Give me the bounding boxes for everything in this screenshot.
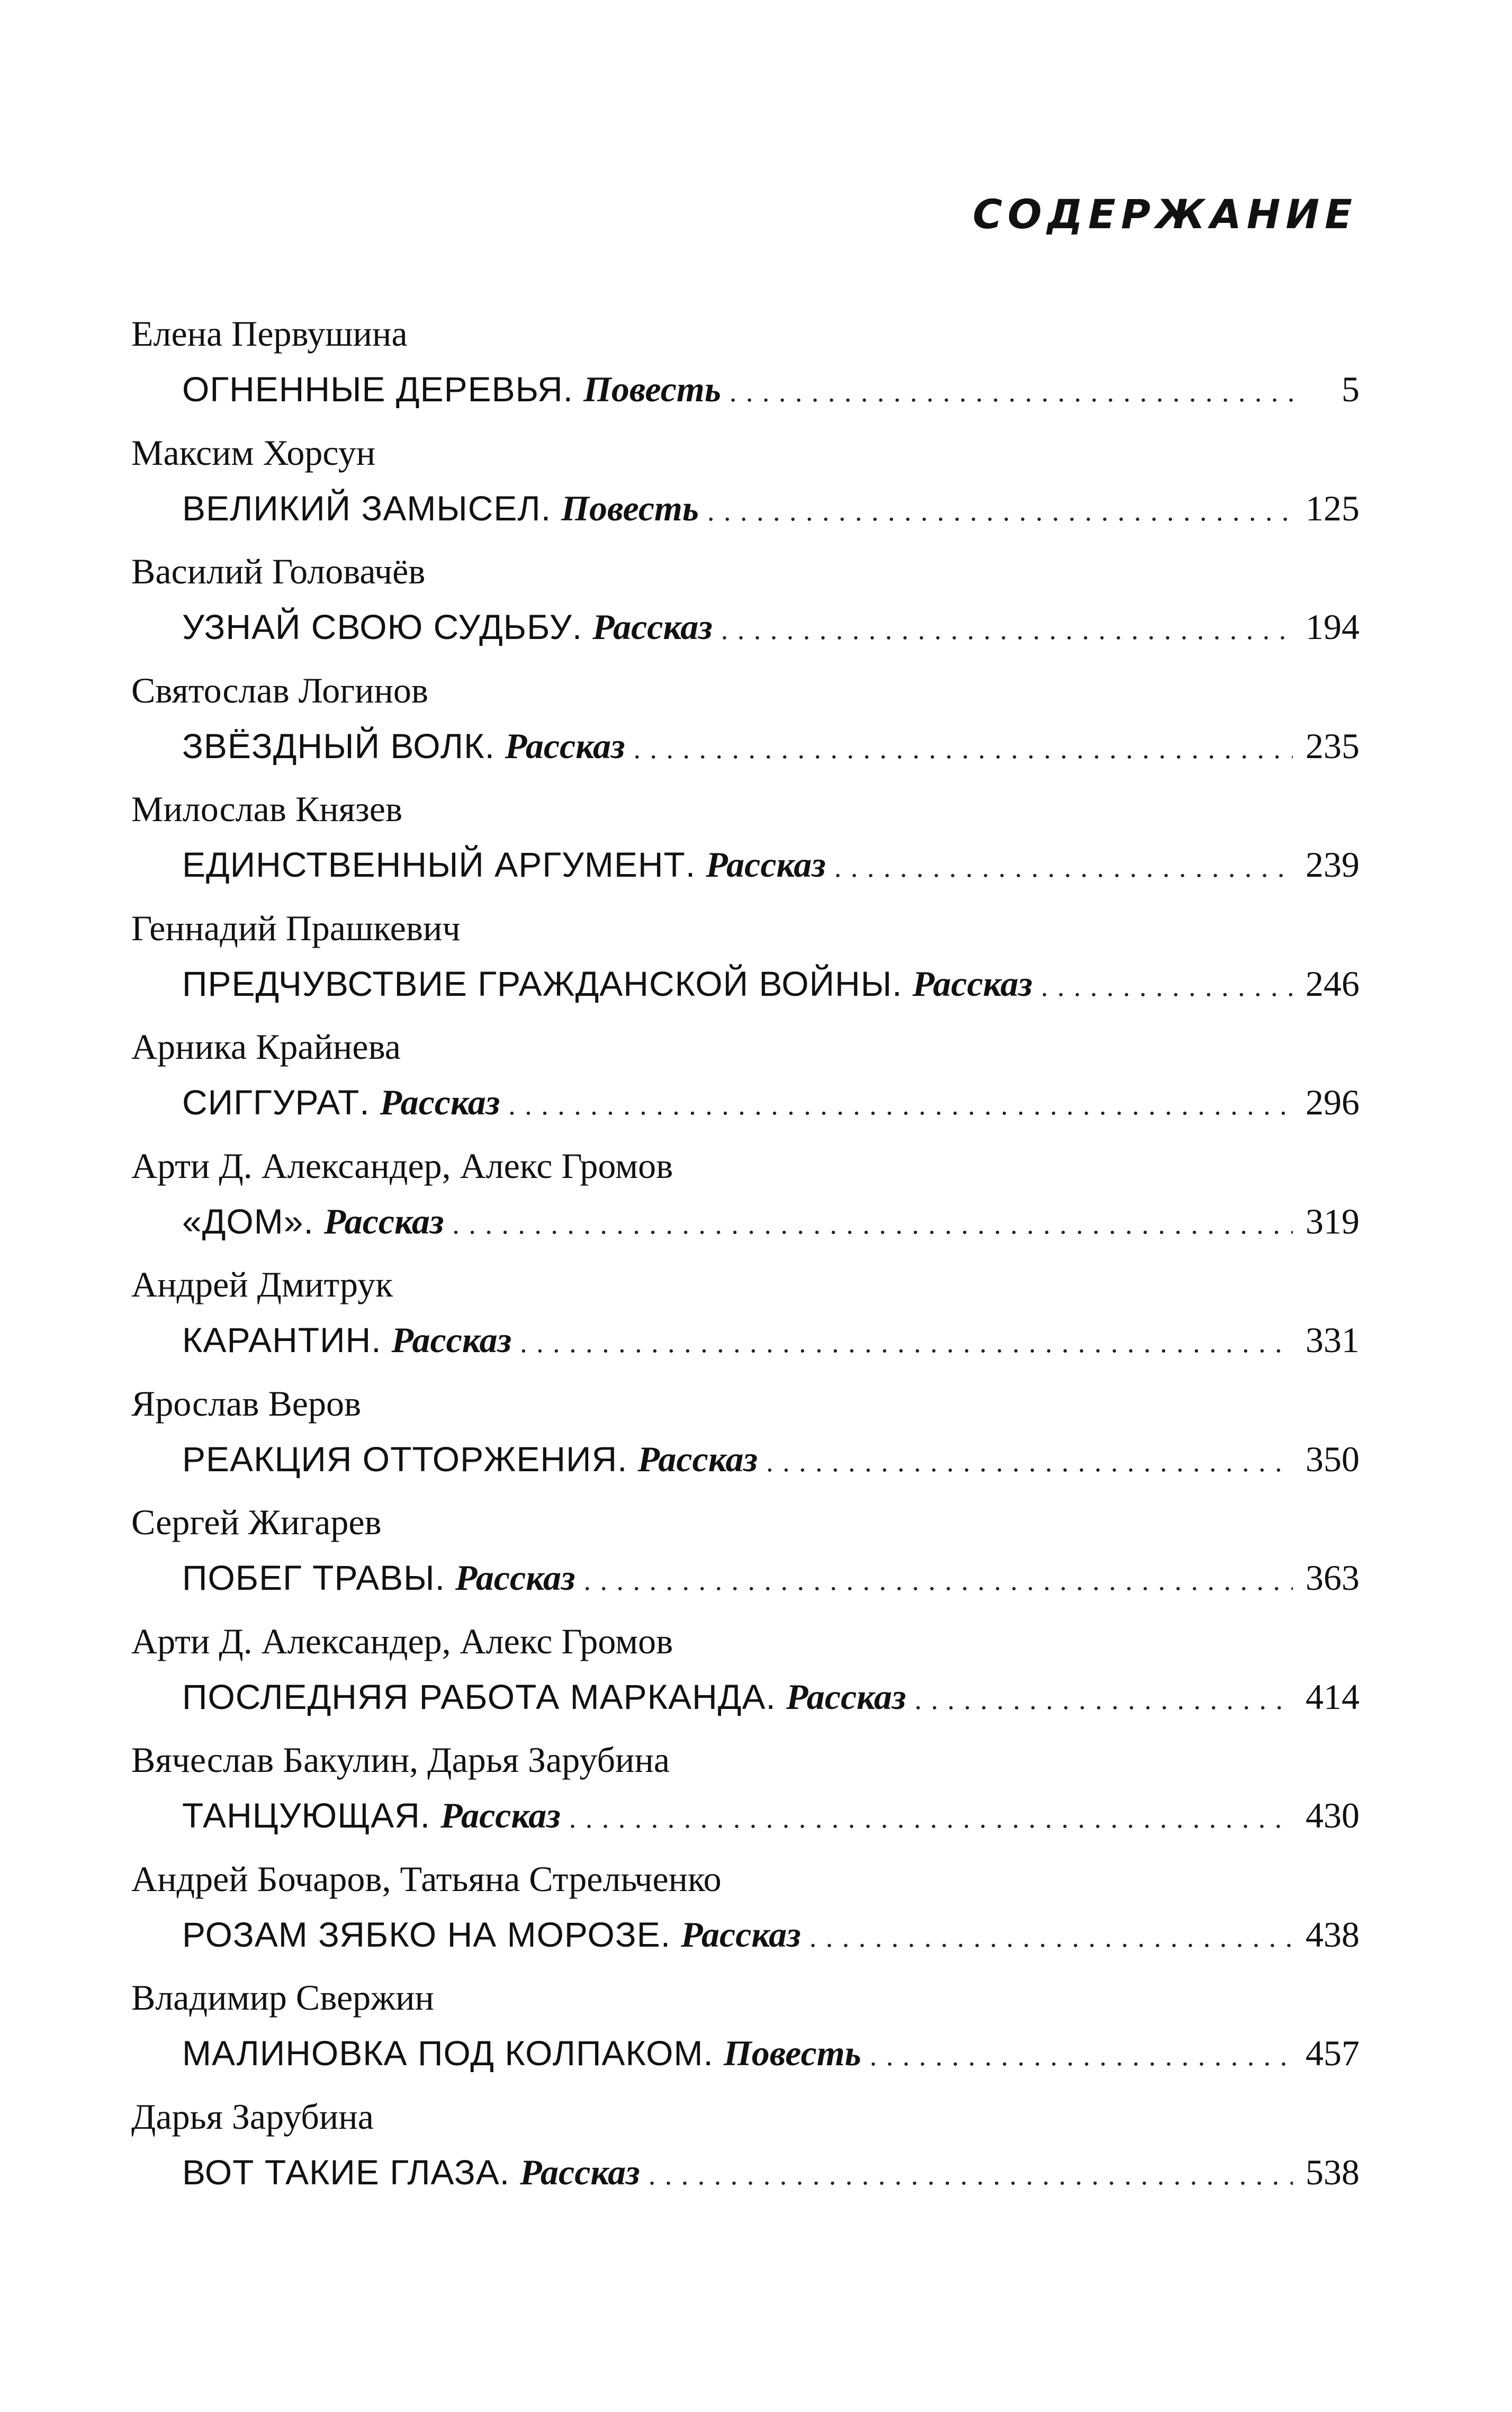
toc-page-number: 331: [1306, 1320, 1360, 1360]
toc-separator: .: [303, 1201, 313, 1241]
dot-leader: [452, 1195, 1293, 1253]
toc-separator: .: [703, 2033, 713, 2073]
toc-author: Святослав Логинов: [131, 670, 428, 710]
dot-leader: [721, 600, 1293, 659]
toc-row: [182, 1073, 1360, 1131]
toc-separator: .: [359, 1083, 370, 1122]
toc-work-title: РОЗАМ ЗЯБКО НА МОРОЗЕ: [182, 1914, 661, 1954]
toc-page-number: 350: [1306, 1438, 1360, 1479]
toc-author: Арника Крайнева: [131, 1027, 401, 1067]
toc-separator: .: [499, 2152, 510, 2192]
toc-work-title: РЕАКЦИЯ ОТТОРЖЕНИЯ: [182, 1439, 618, 1479]
toc-row: [182, 479, 1360, 537]
toc-entry: [131, 307, 1360, 426]
toc-genre: Повесть: [723, 2033, 861, 2073]
toc-author: Геннадий Прашкевич: [131, 907, 461, 948]
dot-leader: [766, 1433, 1293, 1491]
toc-page-number: 235: [1306, 725, 1360, 766]
toc-work-title: ЗВЁЗДНЫЙ ВОЛК: [182, 726, 485, 766]
dot-leader: [520, 1313, 1293, 1372]
dot-leader: [914, 1670, 1293, 1729]
toc-work-title: ПРЕДЧУВСТВИЕ ГРАЖДАНСКОЙ ВОЙНЫ: [182, 964, 893, 1003]
toc-entry: [131, 782, 1360, 902]
toc-entry: [131, 545, 1360, 664]
toc-page-number: 125: [1306, 488, 1360, 528]
toc-author: Андрей Бочаров, Татьяна Стрельченко: [131, 1858, 722, 1899]
toc-row: [182, 1430, 1360, 1488]
toc-entry: [131, 426, 1360, 545]
dot-leader: [809, 1908, 1293, 1966]
toc-author: Владимир Свержин: [131, 1977, 434, 2018]
toc-page-number: 246: [1306, 963, 1360, 1004]
toc-genre: Повесть: [583, 369, 721, 409]
toc-page-number: 319: [1306, 1201, 1360, 1241]
toc-author: Дарья Зарубина: [131, 2096, 374, 2137]
toc-work-title: МАЛИНОВКА ПОД КОЛПАКОМ: [182, 2033, 704, 2073]
toc-genre: Рассказ: [681, 1914, 801, 1955]
toc-separator: .: [371, 1320, 381, 1360]
toc-entry: [131, 1971, 1360, 2090]
toc-page-number: 430: [1306, 1795, 1360, 1835]
dot-leader: [508, 1076, 1293, 1134]
toc-author: Василий Головачёв: [131, 551, 426, 591]
dot-leader: [834, 838, 1293, 896]
toc-genre: Рассказ: [706, 844, 826, 885]
table-of-contents: [131, 307, 1360, 2209]
toc-work-title: ПОБЕГ ТРАВЫ: [182, 1558, 435, 1597]
dot-leader: [634, 719, 1293, 778]
toc-author: Сергей Жигарев: [131, 1502, 382, 1542]
toc-genre: Рассказ: [592, 607, 713, 647]
toc-separator: .: [617, 1439, 627, 1479]
toc-genre: Повесть: [561, 488, 699, 528]
toc-entry: [131, 902, 1360, 1021]
dot-leader: [569, 1789, 1293, 1847]
toc-page-number: 457: [1306, 2033, 1360, 2073]
toc-entry: [131, 1852, 1360, 1972]
toc-separator: .: [420, 1796, 430, 1835]
dot-leader: [707, 482, 1293, 540]
toc-work-title: ВОТ ТАКИЕ ГЛАЗА: [182, 2152, 500, 2192]
dot-leader: [870, 2027, 1293, 2085]
toc-row: [182, 2143, 1360, 2201]
toc-row: [182, 1905, 1360, 1964]
toc-author: Вячеслав Бакулин, Дарья Зарубина: [131, 1740, 670, 1780]
dot-leader: [730, 363, 1293, 421]
toc-row: [182, 360, 1360, 418]
toc-page-number: 5: [1342, 369, 1360, 409]
toc-page-number: 538: [1306, 2152, 1360, 2192]
toc-separator: .: [563, 370, 573, 409]
toc-entry: [131, 1258, 1360, 1377]
toc-genre: Рассказ: [505, 725, 625, 766]
toc-row: [182, 2024, 1360, 2082]
toc-genre: Рассказ: [520, 2152, 640, 2192]
toc-genre: Рассказ: [786, 1676, 906, 1717]
toc-author: Андрей Дмитрук: [131, 1264, 393, 1304]
toc-author: Ярослав Веров: [131, 1383, 362, 1424]
toc-page-number: 194: [1306, 607, 1360, 647]
toc-page-number: 438: [1306, 1914, 1360, 1955]
dot-leader: [584, 1551, 1293, 1609]
toc-genre: Рассказ: [912, 963, 1033, 1004]
toc-entry: [131, 1615, 1360, 1734]
toc-entry: [131, 2090, 1360, 2209]
toc-row: [182, 955, 1360, 1013]
toc-work-title: ТАНЦУЮЩАЯ: [182, 1796, 420, 1835]
toc-page-number: 239: [1306, 844, 1360, 885]
toc-separator: .: [660, 1914, 671, 1954]
toc-row: [182, 1192, 1360, 1250]
toc-page-number: 414: [1306, 1676, 1360, 1717]
toc-separator: .: [541, 488, 551, 528]
toc-work-title: КАРАНТИН: [182, 1320, 372, 1360]
toc-entry: [131, 1377, 1360, 1496]
toc-row: [182, 598, 1360, 656]
toc-row: [182, 1786, 1360, 1844]
toc-author: Милослав Князев: [131, 789, 403, 829]
dot-leader: [1041, 957, 1293, 1015]
toc-page-number: 363: [1306, 1558, 1360, 1598]
toc-work-title: СИГГУРАТ: [182, 1083, 360, 1122]
toc-entry: [131, 1139, 1360, 1258]
toc-work-title: ПОСЛЕДНЯЯ РАБОТА МАРКАНДА: [182, 1677, 766, 1716]
toc-separator: .: [572, 607, 582, 646]
toc-work-title: ОГНЕННЫЕ ДЕРЕВЬЯ: [182, 370, 563, 409]
toc-author: Максим Хорсун: [131, 432, 376, 473]
dot-leader: [649, 2146, 1293, 2204]
toc-work-title: «ДОМ»: [182, 1201, 304, 1241]
toc-genre: Рассказ: [323, 1201, 444, 1241]
toc-entry: [131, 1733, 1360, 1852]
toc-entry: [131, 664, 1360, 783]
toc-entry: [131, 1020, 1360, 1139]
toc-separator: .: [892, 964, 902, 1003]
toc-work-title: ЕДИНСТВЕННЫЙ АРГУМЕНТ: [182, 845, 686, 884]
toc-work-title: ВЕЛИКИЙ ЗАМЫСЕЛ: [182, 488, 541, 528]
toc-row: [182, 835, 1360, 894]
toc-separator: .: [435, 1558, 445, 1597]
toc-row: [182, 1668, 1360, 1726]
toc-genre: Рассказ: [440, 1795, 561, 1835]
toc-row: [182, 1311, 1360, 1369]
toc-row: [182, 717, 1360, 775]
toc-author: Елена Первушина: [131, 313, 408, 354]
page-title: СОДЕРЖАНИЕ: [973, 191, 1357, 238]
toc-separator: .: [484, 726, 494, 766]
toc-work-title: УЗНАЙ СВОЮ СУДЬБУ: [182, 607, 572, 646]
toc-separator: .: [685, 845, 696, 884]
toc-genre: Рассказ: [455, 1558, 575, 1598]
toc-row: [182, 1549, 1360, 1607]
toc-entry: [131, 1496, 1360, 1615]
toc-author: Арти Д. Александер, Алекс Громов: [131, 1145, 673, 1186]
toc-genre: Рассказ: [637, 1438, 758, 1479]
toc-genre: Рассказ: [391, 1320, 512, 1360]
toc-separator: .: [766, 1677, 776, 1716]
toc-genre: Рассказ: [380, 1082, 500, 1122]
toc-page-number: 296: [1306, 1082, 1360, 1122]
toc-author: Арти Д. Александер, Алекс Громов: [131, 1621, 673, 1661]
